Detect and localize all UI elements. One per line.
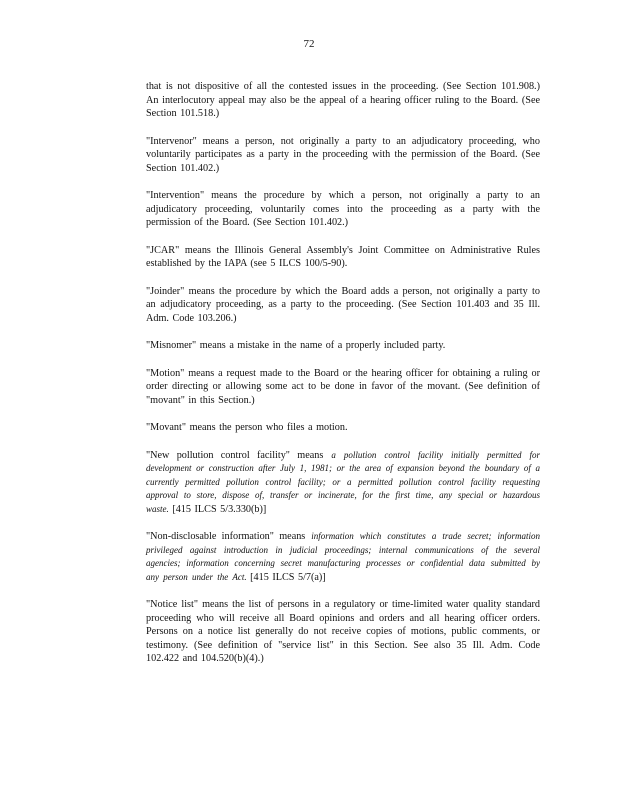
statutory-quote: a pollution control facility initially permitted for development or construction after July 1, 1981; or the area of expansion beyond the boundary of a currently permitted pollution control facility; or a permitted pollution control facility requesting approval to store, dispose of, transfer or incinerate, for the first time, any special or hazardous waste. <box>146 449 541 514</box>
definition-term: "Non-disclosable information" <box>146 531 274 542</box>
definition-text: means the person who files a motion. <box>186 422 348 433</box>
document-body <box>146 80 540 680</box>
definition-term: "Movant" <box>146 422 187 433</box>
definition-intervenor <box>146 135 540 176</box>
statutory-quote: information which constitutes a trade secret; information privileged against introduction in judicial proceedings; internal communications of the several agencies; information concerning secret manufacturing processes or confidential data submitted by any person under the Act. <box>146 531 541 582</box>
definition-text: means the Illinois General Assembly's Joint Committee on Administrative Rules established by the IAPA (see 5 ILCS 100/5-90). <box>146 244 540 269</box>
definition-movant <box>146 421 540 435</box>
definition-term: "JCAR" <box>146 244 180 256</box>
definition-new-pollution-control-facility <box>146 449 540 517</box>
definition-text: means the list of persons in a regulatory or time-limited water quality standard proceeding who will receive all Board opinions and orders and all hearing officer orders. Persons on a notice list generally do not receive copies of motions, public comments, or testimony. (See definition of "service list" in this Section. See also 35 Ill. Adm. Code 102.422 and 104.520(b)(4).) <box>146 599 540 664</box>
definition-jcar <box>146 244 540 271</box>
definition-term: "Notice list" <box>146 599 198 610</box>
definition-term: "Misnomer" <box>146 340 197 351</box>
paragraph-continuation <box>146 80 540 121</box>
definition-text: means a mistake in the name of a properly included party. <box>196 340 446 351</box>
definition-intervention <box>146 189 540 230</box>
definition-text: means the procedure by which a person, not originally a party to an adjudicatory proceeding, voluntarily comes into the proceeding as a party with the permission of the Board. (See Section 101.402.) <box>146 190 540 228</box>
definition-term: "Intervention" <box>146 190 205 201</box>
definition-non-disclosable-information <box>146 530 540 584</box>
definition-term: "Joinder" <box>146 285 185 297</box>
citation: [415 ILCS 5/3.330(b)] <box>168 503 267 515</box>
definition-term: "New pollution control facility" <box>146 449 290 461</box>
definition-text: means <box>273 531 306 542</box>
definition-text: means the procedure by which the Board adds a person, not originally a party to an adjudicatory proceeding, as a party to the proceeding. (See Section 101.403 and 35 Ill. Adm. Code 103.206.) <box>146 285 540 324</box>
definition-term: "Intervenor" <box>146 135 197 147</box>
definition-text: means a request made to the Board or the hearing officer for obtaining a ruling or order directing or allowing some act to be done in favor of the movant. (See definition of "movant" in this Section.) <box>146 367 540 406</box>
citation: [415 ILCS 5/7(a)] <box>246 571 326 583</box>
definition-text: means a person, not originally a party to an adjudicatory proceeding, who voluntarily participates as a party in the proceeding with the permission of the Board. (See Section 101.402.) <box>146 135 540 174</box>
definition-term: "Motion" <box>146 367 185 379</box>
definition-notice-list <box>146 598 540 666</box>
definition-text: means <box>289 449 324 461</box>
definition-joinder <box>146 285 540 326</box>
definition-motion <box>146 367 540 408</box>
paragraph-text: that is not dispositive of all the contested issues in the proceeding. (See Section 101.908.) An interlocutory appeal may also be the appeal of a hearing officer ruling to the Board. (See Section 101.518.) <box>146 81 540 119</box>
page-number: 72 <box>303 38 315 50</box>
definition-misnomer <box>146 339 540 353</box>
